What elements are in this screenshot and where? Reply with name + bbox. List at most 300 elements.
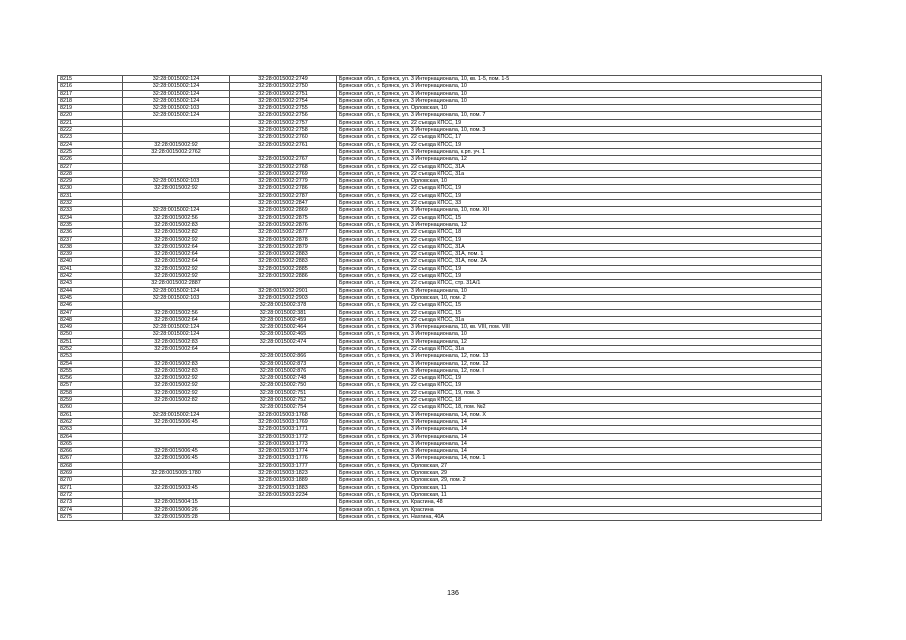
row-number-cell: 8237 — [58, 236, 123, 243]
object-number-cell: 32:28:0015003:1772 — [230, 433, 337, 440]
table-row — [58, 258, 822, 265]
row-number-cell: 8265 — [58, 440, 123, 447]
address-cell: Брянская обл., г. Брянск, ул. 22 съезда КПСС, 31А, пом. 2А — [337, 258, 822, 265]
parcel-number-cell: 32:28:0015006:45 — [123, 455, 230, 462]
row-number-cell: 8267 — [58, 455, 123, 462]
address-cell: Брянская обл., г. Брянск, ул. 3 Интернационала, 14 — [337, 418, 822, 425]
row-number-cell: 8242 — [58, 273, 123, 280]
table-row — [58, 200, 822, 207]
table-row — [58, 243, 822, 250]
object-number-cell — [230, 513, 337, 520]
parcel-number-cell: 32:28:0015002:56 — [123, 309, 230, 316]
object-number-cell: 32:28:0015002:459 — [230, 316, 337, 323]
object-number-cell: 32:28:0015002:750 — [230, 382, 337, 389]
object-number-cell: 32:28:0015002:2878 — [230, 236, 337, 243]
registry-table-body — [58, 76, 822, 521]
parcel-number-cell — [123, 404, 230, 411]
parcel-number-cell: 32:28:0015002:82 — [123, 229, 230, 236]
address-cell: Брянская обл., г. Брянск, ул. 22 съезда КПСС, 18 — [337, 397, 822, 404]
object-number-cell: 32:28:0015002:2869 — [230, 207, 337, 214]
row-number-cell: 8251 — [58, 338, 123, 345]
object-number-cell: 32:28:0015003:1776 — [230, 455, 337, 462]
parcel-number-cell — [123, 127, 230, 134]
address-cell: Брянская обл., г. Брянск, ул. 22 съезда КПСС, 19 — [337, 236, 822, 243]
object-number-cell: 32:28:0015002:378 — [230, 302, 337, 309]
address-cell: Брянская обл., г. Брянск, ул. Орловская, 10 — [337, 105, 822, 112]
object-number-cell: 32:28:0015003:1768 — [230, 411, 337, 418]
row-number-cell: 8257 — [58, 382, 123, 389]
table-row — [58, 367, 822, 374]
address-cell: Брянская обл., г. Брянск, ул. 22 съезда КПСС, 19 — [337, 375, 822, 382]
row-number-cell: 8228 — [58, 170, 123, 177]
parcel-number-cell: 32:28:0015006:26 — [123, 506, 230, 513]
object-number-cell: 32:28:0015002:754 — [230, 404, 337, 411]
row-number-cell: 8271 — [58, 484, 123, 491]
object-number-cell: 32:28:0015002:2768 — [230, 163, 337, 170]
address-cell: Брянская обл., г. Брянск, ул. 22 съезда КПСС, 33 — [337, 200, 822, 207]
object-number-cell: 32:28:0015003:1774 — [230, 448, 337, 455]
parcel-number-cell — [123, 302, 230, 309]
object-number-cell: 32:28:0015003:2234 — [230, 491, 337, 498]
table-row — [58, 236, 822, 243]
parcel-number-cell: 32:28:0015002:92 — [123, 382, 230, 389]
row-number-cell: 8240 — [58, 258, 123, 265]
row-number-cell: 8254 — [58, 360, 123, 367]
parcel-number-cell — [123, 426, 230, 433]
row-number-cell: 8261 — [58, 411, 123, 418]
address-cell: Брянская обл., г. Брянск, ул. Орловская, 29 — [337, 470, 822, 477]
row-number-cell: 8260 — [58, 404, 123, 411]
row-number-cell: 8244 — [58, 287, 123, 294]
row-number-cell: 8272 — [58, 491, 123, 498]
parcel-number-cell — [123, 491, 230, 498]
row-number-cell: 8264 — [58, 433, 123, 440]
table-row — [58, 484, 822, 491]
row-number-cell: 8224 — [58, 141, 123, 148]
object-number-cell: 32:28:0015002:474 — [230, 338, 337, 345]
object-number-cell: 32:28:0015002:2755 — [230, 105, 337, 112]
table-row — [58, 404, 822, 411]
object-number-cell: 32:28:0015002:2787 — [230, 192, 337, 199]
row-number-cell: 8223 — [58, 134, 123, 141]
parcel-number-cell: 32:28:0015002:82 — [123, 397, 230, 404]
object-number-cell: 32:28:0015002:2786 — [230, 185, 337, 192]
address-cell: Брянская обл., г. Брянск, ул. 22 съезда КПСС, 19 — [337, 185, 822, 192]
address-cell: Брянская обл., г. Брянск, ул. 3 Интернационала, 12, пом. 12 — [337, 360, 822, 367]
object-number-cell: 32:28:0015002:2883 — [230, 251, 337, 258]
object-number-cell: 32:28:0015002:2883 — [230, 258, 337, 265]
parcel-number-cell: 32:28:0015002:124 — [123, 331, 230, 338]
table-row — [58, 360, 822, 367]
object-number-cell: 32:28:0015002:2749 — [230, 76, 337, 83]
object-number-cell: 32:28:0015002:2761 — [230, 141, 337, 148]
object-number-cell: 32:28:0015002:748 — [230, 375, 337, 382]
row-number-cell: 8252 — [58, 345, 123, 352]
row-number-cell: 8216 — [58, 83, 123, 90]
address-cell: Брянская обл., г. Брянск, ул. 3 Интернационала, 14, пом. 1 — [337, 455, 822, 462]
table-row — [58, 309, 822, 316]
row-number-cell: 8222 — [58, 127, 123, 134]
parcel-number-cell — [123, 192, 230, 199]
table-row — [58, 280, 822, 287]
object-number-cell — [230, 280, 337, 287]
parcel-number-cell: 32:28:0015002:92 — [123, 141, 230, 148]
parcel-number-cell: 32:28:0015002:124 — [123, 83, 230, 90]
table-row — [58, 389, 822, 396]
address-cell: Брянская обл., г. Брянск, ул. Нахгина, 40А — [337, 513, 822, 520]
object-number-cell: 32:28:0015002:2758 — [230, 127, 337, 134]
address-cell: Брянская обл., г. Брянск, ул. 3 Интернационала, 10, кв. VIII, пом. VIII — [337, 324, 822, 331]
row-number-cell: 8256 — [58, 375, 123, 382]
address-cell: Брянская обл., г. Брянск, ул. 22 съезда КПСС, стр. 31А/1 — [337, 280, 822, 287]
object-number-cell — [230, 506, 337, 513]
parcel-number-cell: 32:28:0015002:124 — [123, 207, 230, 214]
object-number-cell: 32:28:0015002:2767 — [230, 156, 337, 163]
object-number-cell: 32:28:0015002:2750 — [230, 83, 337, 90]
table-row — [58, 331, 822, 338]
row-number-cell: 8231 — [58, 192, 123, 199]
table-row — [58, 426, 822, 433]
row-number-cell: 8269 — [58, 470, 123, 477]
address-cell: Брянская обл., г. Брянск, ул. Орловская, 27 — [337, 462, 822, 469]
object-number-cell: 32:28:0015003:1777 — [230, 462, 337, 469]
row-number-cell: 8250 — [58, 331, 123, 338]
object-number-cell: 32:28:0015003:1883 — [230, 484, 337, 491]
table-row — [58, 83, 822, 90]
table-row — [58, 455, 822, 462]
object-number-cell: 32:28:0015002:866 — [230, 353, 337, 360]
parcel-number-cell: 32:28:0015003:45 — [123, 484, 230, 491]
row-number-cell: 8274 — [58, 506, 123, 513]
object-number-cell: 32:28:0015002:2757 — [230, 119, 337, 126]
table-row — [58, 112, 822, 119]
address-cell: Брянская обл., г. Брянск, ул. 3 Интернационала, 12 — [337, 221, 822, 228]
object-number-cell: 32:28:0015002:752 — [230, 397, 337, 404]
row-number-cell: 8255 — [58, 367, 123, 374]
object-number-cell: 32:28:0015003:1773 — [230, 440, 337, 447]
table-row — [58, 105, 822, 112]
table-row — [58, 214, 822, 221]
address-cell: Брянская обл., г. Брянск, ул. 22 съезда КПСС, 31А — [337, 243, 822, 250]
row-number-cell: 8220 — [58, 112, 123, 119]
address-cell: Брянская обл., г. Брянск, ул. Орловская, 11 — [337, 491, 822, 498]
row-number-cell: 8258 — [58, 389, 123, 396]
table-row — [58, 265, 822, 272]
row-number-cell: 8248 — [58, 316, 123, 323]
table-row — [58, 148, 822, 155]
parcel-number-cell: 32:28:0015002:92 — [123, 375, 230, 382]
object-number-cell: 32:28:0015003:1771 — [230, 426, 337, 433]
parcel-number-cell — [123, 433, 230, 440]
object-number-cell: 32:28:0015002:464 — [230, 324, 337, 331]
row-number-cell: 8263 — [58, 426, 123, 433]
table-row — [58, 163, 822, 170]
table-row — [58, 513, 822, 520]
parcel-number-cell — [123, 477, 230, 484]
table-row — [58, 207, 822, 214]
object-number-cell: 32:28:0015002:876 — [230, 367, 337, 374]
row-number-cell: 8229 — [58, 178, 123, 185]
row-number-cell: 8217 — [58, 90, 123, 97]
address-cell: Брянская обл., г. Брянск, ул. Орловская, 29, пом. 2 — [337, 477, 822, 484]
table-row — [58, 353, 822, 360]
parcel-number-cell: 32:28:0015002:103 — [123, 105, 230, 112]
address-cell: Брянская обл., г. Брянск, ул. 3 Интернационала, к.рп. уч. 1 — [337, 148, 822, 155]
parcel-number-cell — [123, 163, 230, 170]
address-cell: Брянская обл., г. Брянск, ул. 3 Интернационала, 10, пом. 7 — [337, 112, 822, 119]
row-number-cell: 8259 — [58, 397, 123, 404]
row-number-cell: 8219 — [58, 105, 123, 112]
table-row — [58, 433, 822, 440]
table-row — [58, 273, 822, 280]
address-cell: Брянская обл., г. Брянск, ул. 3 Интернационала, 10, пом. XII — [337, 207, 822, 214]
address-cell: Брянская обл., г. Брянск, ул. 22 съезда КПСС, 19 — [337, 265, 822, 272]
address-cell: Брянская обл., г. Брянск, ул. 22 съезда КПСС, 15 — [337, 214, 822, 221]
object-number-cell: 32:28:0015002:2760 — [230, 134, 337, 141]
address-cell: Брянская обл., г. Брянск, ул. Красгина, 48 — [337, 499, 822, 506]
parcel-number-cell: 32:28:0015002:124 — [123, 287, 230, 294]
address-cell: Брянская обл., г. Брянск, ул. 22 съезда КПСС, 19, пом. 3 — [337, 389, 822, 396]
table-row — [58, 229, 822, 236]
parcel-number-cell — [123, 353, 230, 360]
parcel-number-cell: 32:28:0015002:124 — [123, 97, 230, 104]
parcel-number-cell: 32:28:0015002:124 — [123, 76, 230, 83]
object-number-cell — [230, 499, 337, 506]
row-number-cell: 8234 — [58, 214, 123, 221]
table-row — [58, 316, 822, 323]
table-row — [58, 462, 822, 469]
row-number-cell: 8266 — [58, 448, 123, 455]
parcel-number-cell — [123, 440, 230, 447]
row-number-cell: 8268 — [58, 462, 123, 469]
page-number: 136 — [447, 590, 459, 597]
address-cell: Брянская обл., г. Брянск, ул. 3 Интернационала, 14 — [337, 440, 822, 447]
object-number-cell: 32:28:0015002:465 — [230, 331, 337, 338]
table-row — [58, 397, 822, 404]
row-number-cell: 8249 — [58, 324, 123, 331]
address-cell: Брянская обл., г. Брянск, ул. 22 съезда КПСС, 18, пом. №2 — [337, 404, 822, 411]
parcel-number-cell — [123, 119, 230, 126]
table-row — [58, 170, 822, 177]
parcel-number-cell: 32:28:0015002:64 — [123, 345, 230, 352]
address-cell: Брянская обл., г. Брянск, ул. 22 съезда КПСС, 19 — [337, 273, 822, 280]
row-number-cell: 8238 — [58, 243, 123, 250]
row-number-cell: 8227 — [58, 163, 123, 170]
registry-table — [57, 75, 822, 521]
table-row — [58, 302, 822, 309]
object-number-cell: 32:28:0015002:2756 — [230, 112, 337, 119]
table-row — [58, 251, 822, 258]
table-row — [58, 127, 822, 134]
address-cell: Брянская обл., г. Брянск, ул. Орловская, 10 — [337, 178, 822, 185]
object-number-cell: 32:28:0015002:2901 — [230, 287, 337, 294]
address-cell: Брянская обл., г. Брянск, ул. Орловская, 10, пом. 2 — [337, 294, 822, 301]
row-number-cell: 8246 — [58, 302, 123, 309]
parcel-number-cell: 32:28:0015004:15 — [123, 499, 230, 506]
object-number-cell: 32:28:0015002:2876 — [230, 221, 337, 228]
address-cell: Брянская обл., г. Брянск, ул. 22 съезда КПСС, 18 — [337, 229, 822, 236]
parcel-number-cell — [123, 462, 230, 469]
parcel-number-cell: 32:28:0015005:1780 — [123, 470, 230, 477]
object-number-cell: 32:28:0015002:2879 — [230, 243, 337, 250]
table-row — [58, 448, 822, 455]
table-row — [58, 491, 822, 498]
address-cell: Брянская обл., г. Брянск, ул. 22 съезда КПСС, 31а — [337, 316, 822, 323]
row-number-cell: 8239 — [58, 251, 123, 258]
row-number-cell: 8225 — [58, 148, 123, 155]
parcel-number-cell: 32:28:0015002:83 — [123, 360, 230, 367]
object-number-cell: 32:28:0015003:1769 — [230, 418, 337, 425]
address-cell: Брянская обл., г. Брянск, ул. 3 Интернационала, 12 — [337, 338, 822, 345]
address-cell: Брянская обл., г. Брянск, ул. 22 съезда КПСС, 31А — [337, 163, 822, 170]
table-row — [58, 294, 822, 301]
table-row — [58, 375, 822, 382]
parcel-number-cell: 32:28:0015002:83 — [123, 367, 230, 374]
table-row — [58, 418, 822, 425]
row-number-cell: 8221 — [58, 119, 123, 126]
row-number-cell: 8233 — [58, 207, 123, 214]
table-row — [58, 338, 822, 345]
parcel-number-cell: 32:28:0015006:45 — [123, 448, 230, 455]
address-cell: Брянская обл., г. Брянск, ул. 3 Интернационала, 10, кв. 1-5, пом. 1-5 — [337, 76, 822, 83]
address-cell: Брянская обл., г. Брянск, ул. 3 Интернационала, 10 — [337, 97, 822, 104]
object-number-cell: 32:28:0015002:2903 — [230, 294, 337, 301]
object-number-cell: 32:28:0015002:2754 — [230, 97, 337, 104]
table-row — [58, 287, 822, 294]
table-row — [58, 411, 822, 418]
address-cell: Брянская обл., г. Брянск, ул. 3 Интернационала, 10 — [337, 287, 822, 294]
table-row — [58, 141, 822, 148]
address-cell: Брянская обл., г. Брянск, ул. 3 Интернационала, 14, пом. Х — [337, 411, 822, 418]
parcel-number-cell: 32:28:0015002:2762 — [123, 148, 230, 155]
table-row — [58, 185, 822, 192]
parcel-number-cell: 32:28:0015006:45 — [123, 418, 230, 425]
address-cell: Брянская обл., г. Брянск, ул. 22 съезда КПСС, 17 — [337, 134, 822, 141]
table-row — [58, 97, 822, 104]
row-number-cell: 8218 — [58, 97, 123, 104]
table-row — [58, 119, 822, 126]
parcel-number-cell: 32:28:0015002:56 — [123, 214, 230, 221]
table-row — [58, 134, 822, 141]
parcel-number-cell: 32:28:0015002:124 — [123, 90, 230, 97]
parcel-number-cell — [123, 134, 230, 141]
object-number-cell: 32:28:0015002:2751 — [230, 90, 337, 97]
table-row — [58, 440, 822, 447]
table-row — [58, 345, 822, 352]
table-row — [58, 499, 822, 506]
parcel-number-cell: 32:28:0015002:64 — [123, 258, 230, 265]
table-row — [58, 324, 822, 331]
parcel-number-cell: 32:28:0015002:83 — [123, 221, 230, 228]
address-cell: Брянская обл., г. Брянск, ул. 22 съезда КПСС, 19 — [337, 382, 822, 389]
table-row — [58, 506, 822, 513]
row-number-cell: 8262 — [58, 418, 123, 425]
row-number-cell: 8230 — [58, 185, 123, 192]
parcel-number-cell: 32:28:0015002:103 — [123, 294, 230, 301]
table-row — [58, 382, 822, 389]
address-cell: Брянская обл., г. Брянск, ул. 22 съезда КПСС, 31а — [337, 345, 822, 352]
address-cell: Брянская обл., г. Брянск, ул. 3 Интернационала, 14 — [337, 448, 822, 455]
row-number-cell: 8247 — [58, 309, 123, 316]
parcel-number-cell — [123, 170, 230, 177]
object-number-cell — [230, 148, 337, 155]
row-number-cell: 8232 — [58, 200, 123, 207]
table-row — [58, 156, 822, 163]
parcel-number-cell: 32:28:0015002:103 — [123, 178, 230, 185]
object-number-cell: 32:28:0015002:2769 — [230, 170, 337, 177]
address-cell: Брянская обл., г. Брянск, ул. Красгина — [337, 506, 822, 513]
row-number-cell: 8236 — [58, 229, 123, 236]
address-cell: Брянская обл., г. Брянск, ул. Орловская, 11 — [337, 484, 822, 491]
row-number-cell: 8226 — [58, 156, 123, 163]
address-cell: Брянская обл., г. Брянск, ул. 22 съезда КПСС, 19 — [337, 141, 822, 148]
address-cell: Брянская обл., г. Брянск, ул. 3 Интернационала, 14 — [337, 433, 822, 440]
table-row — [58, 178, 822, 185]
row-number-cell: 8235 — [58, 221, 123, 228]
object-number-cell: 32:28:0015003:1823 — [230, 470, 337, 477]
table-row — [58, 76, 822, 83]
object-number-cell — [230, 345, 337, 352]
table-row — [58, 221, 822, 228]
parcel-number-cell: 32:28:0015002:64 — [123, 251, 230, 258]
row-number-cell: 8273 — [58, 499, 123, 506]
parcel-number-cell: 32:28:0015002:124 — [123, 411, 230, 418]
parcel-number-cell: 32:28:0015002:92 — [123, 185, 230, 192]
address-cell: Брянская обл., г. Брянск, ул. 22 съезда КПСС, 19 — [337, 119, 822, 126]
address-cell: Брянская обл., г. Брянск, ул. 22 съезда КПСС, 15 — [337, 302, 822, 309]
parcel-number-cell: 32:28:0015002:124 — [123, 112, 230, 119]
row-number-cell: 8215 — [58, 76, 123, 83]
object-number-cell: 32:28:0015002:2886 — [230, 273, 337, 280]
parcel-number-cell: 32:28:0015002:83 — [123, 338, 230, 345]
table-row — [58, 90, 822, 97]
object-number-cell: 32:28:0015002:2779 — [230, 178, 337, 185]
object-number-cell: 32:28:0015002:751 — [230, 389, 337, 396]
row-number-cell: 8243 — [58, 280, 123, 287]
parcel-number-cell: 32:28:0015002:64 — [123, 243, 230, 250]
object-number-cell: 32:28:0015002:2885 — [230, 265, 337, 272]
address-cell: Брянская обл., г. Брянск, ул. 3 Интернационала, 10 — [337, 331, 822, 338]
address-cell: Брянская обл., г. Брянск, ул. 3 Интернационала, 12, пом. I — [337, 367, 822, 374]
table-row — [58, 470, 822, 477]
row-number-cell: 8253 — [58, 353, 123, 360]
parcel-number-cell: 32:28:0015002:2887 — [123, 280, 230, 287]
table-row — [58, 192, 822, 199]
row-number-cell: 8241 — [58, 265, 123, 272]
row-number-cell: 8245 — [58, 294, 123, 301]
object-number-cell: 32:28:0015002:2877 — [230, 229, 337, 236]
address-cell: Брянская обл., г. Брянск, ул. 3 Интернационала, 12 — [337, 156, 822, 163]
object-number-cell: 32:28:0015002:381 — [230, 309, 337, 316]
address-cell: Брянская обл., г. Брянск, ул. 22 съезда КПСС, 31а — [337, 170, 822, 177]
address-cell: Брянская обл., г. Брянск, ул. 3 Интернационала, 10 — [337, 90, 822, 97]
address-cell: Брянская обл., г. Брянск, ул. 22 съезда КПСС, 19 — [337, 192, 822, 199]
row-number-cell: 8270 — [58, 477, 123, 484]
parcel-number-cell: 32:28:0015002:92 — [123, 236, 230, 243]
object-number-cell: 32:28:0015002:873 — [230, 360, 337, 367]
parcel-number-cell: 32:28:0015002:92 — [123, 389, 230, 396]
parcel-number-cell — [123, 200, 230, 207]
address-cell: Брянская обл., г. Брянск, ул. 3 Интернационала, 12, пом. 13 — [337, 353, 822, 360]
object-number-cell: 32:28:0015002:2875 — [230, 214, 337, 221]
parcel-number-cell: 32:28:0015005:28 — [123, 513, 230, 520]
object-number-cell: 32:28:0015003:1889 — [230, 477, 337, 484]
object-number-cell: 32:28:0015002:2847 — [230, 200, 337, 207]
parcel-number-cell: 32:28:0015002:124 — [123, 324, 230, 331]
table-row — [58, 477, 822, 484]
row-number-cell: 8275 — [58, 513, 123, 520]
parcel-number-cell: 32:28:0015002:64 — [123, 316, 230, 323]
